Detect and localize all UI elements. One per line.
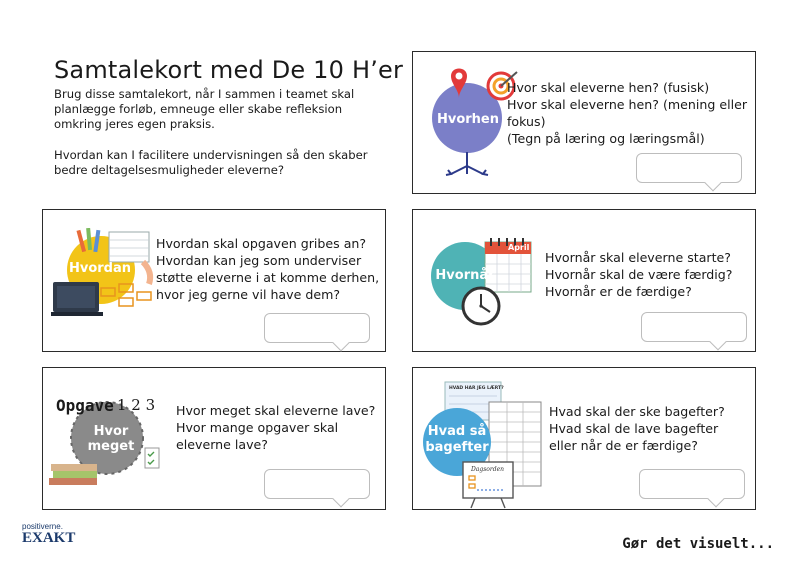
handwritten-opgave: Opgave: [56, 396, 114, 415]
card-hvad-saa-bagefter: [412, 367, 756, 510]
hvor-meget-badge-line-1: Hvor: [93, 424, 129, 439]
hvornaar-line-3: Hvornår er de færdige?: [545, 284, 692, 299]
hvad-saa-bagefter-badge: [421, 422, 493, 458]
hvor-meget-badge: [81, 422, 141, 456]
card-hvor-meget: [42, 367, 386, 510]
hvordan-line-1: Hvordan skal opgaven gribes an?: [156, 236, 367, 251]
logo-small-text: positiverne.: [22, 522, 63, 531]
page-title: Samtalekort med De 10 H’er: [54, 56, 404, 84]
hvorhen-badge: Hvorhen: [436, 111, 500, 127]
hvorhen-questions: [507, 79, 747, 147]
tagline: Gør det visuelt...: [622, 536, 774, 552]
intro-paragraph-2: Hvordan kan I facilitere undervisningen så den skaber bedre deltagelsesmuligheder eleverne?: [54, 148, 368, 177]
hvornaar-line-1: Hvornår skal eleverne starte?: [545, 250, 731, 265]
hvordan-line-3: støtte eleverne i at komme derhen,: [156, 270, 380, 285]
hvor-meget-line-1: Hvor meget skal eleverne lave?: [176, 403, 376, 418]
hvordan-line-4: hvor jeg gerne vil have dem?: [156, 287, 341, 302]
hvad-saa-badge-line-1: Hvad så: [427, 424, 487, 439]
hvornaar-questions: [545, 249, 732, 300]
card-hvordan: [42, 209, 386, 352]
hvor-meget-line-2: Hvor mange opgaver skal: [176, 420, 339, 435]
hvad-saa-line-3: eller når de er færdige?: [549, 438, 698, 453]
logo-big-text: EXAKT: [22, 530, 76, 546]
card-hvorhen: [412, 51, 756, 194]
poster-title: HVAD HAR JEG LÆRT?: [449, 386, 504, 391]
hvorhen-line-1: Hvor skal eleverne hen? (fusisk): [507, 80, 710, 95]
hvor-meget-badge-line-2: meget: [87, 439, 135, 454]
hvornaar-badge: Hvornår: [435, 267, 495, 283]
hvad-saa-badge-line-2: bagefter: [425, 440, 489, 455]
hvordan-illustration: [51, 228, 161, 338]
hvor-meget-line-3: eleverne lave?: [176, 437, 268, 452]
answer-bubble-hvad-saa-bagefter[interactable]: [639, 469, 745, 499]
hvordan-line-2: Hvordan kan jeg som underviser: [156, 253, 362, 268]
board-title: Dagsorden: [471, 466, 505, 473]
hvad-saa-line-2: Hvad skal de lave bagefter: [549, 421, 719, 436]
card-hvornaar: [412, 209, 756, 352]
calendar-month-label: April: [508, 243, 530, 252]
hvorhen-line-2: Hvor skal eleverne hen? (mening eller: [507, 97, 748, 112]
answer-bubble-hvorhen[interactable]: [636, 153, 742, 183]
hvordan-badge: Hvordan: [68, 260, 132, 276]
handwritten-numbers: 1 2 3: [117, 396, 156, 414]
positiverne-exakt-logo: [22, 522, 75, 546]
hvor-meget-questions: [176, 402, 375, 453]
hvornaar-line-2: Hvornår skal de være færdig?: [545, 267, 733, 282]
hvad-saa-bagefter-questions: [549, 403, 725, 454]
hvad-saa-line-1: Hvad skal der ske bagefter?: [549, 404, 725, 419]
answer-bubble-hvornaar[interactable]: [641, 312, 747, 342]
hvordan-questions: [156, 235, 379, 303]
answer-bubble-hvor-meget[interactable]: [264, 469, 370, 499]
hvorhen-line-4: (Tegn på læring og læringsmål): [507, 131, 705, 146]
hvorhen-line-3: fokus): [507, 114, 546, 129]
intro-paragraph-1: Brug disse samtalekort, når I sammen i teamet skal planlægge forløb, emneuge eller skabe refleksion omkring jeres egen praksis.: [54, 87, 355, 131]
answer-bubble-hvordan[interactable]: [264, 313, 370, 343]
intro-text: [54, 87, 384, 194]
